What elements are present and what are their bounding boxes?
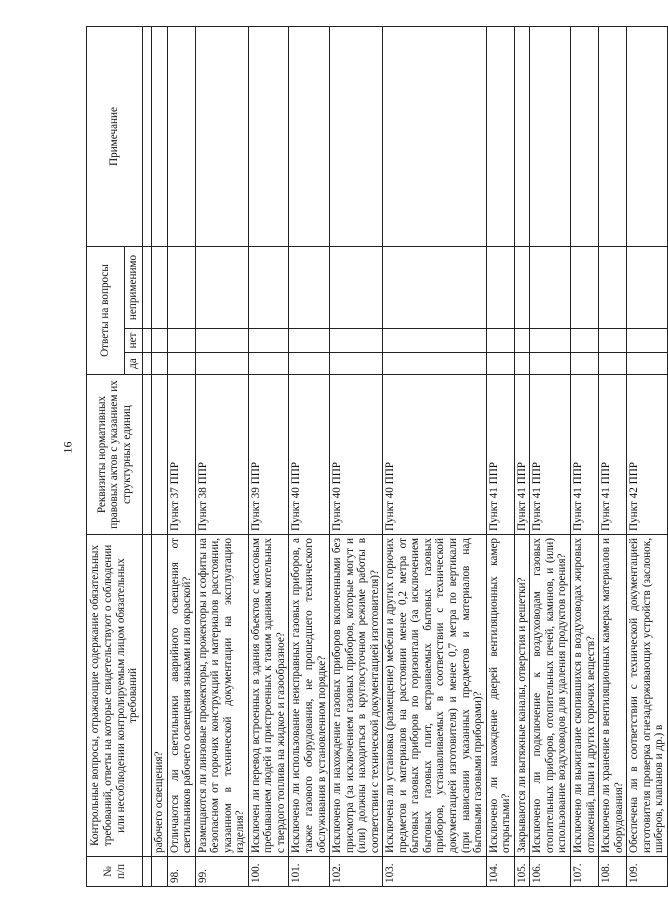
row-requisite: Пункт 39 ППР — [248, 375, 289, 535]
row-answer-yes — [167, 353, 195, 375]
table-row — [289, 27, 330, 887]
row-number: 106. — [530, 857, 571, 887]
header-yes: да — [125, 353, 143, 375]
row-question: Обеспечена ли в соответствии с технической документацией изготовителя проверка огнезадерживающих устройств (заслонок, шиберов, клапанов и др.) в — [627, 535, 668, 857]
row-answer-yes — [627, 353, 668, 375]
row-answer-no — [599, 329, 627, 353]
row-answer-yes — [599, 353, 627, 375]
table-row — [599, 27, 627, 887]
header-requisites: Реквизиты нормативных правовых актов с указанием их структурных единиц — [87, 375, 143, 535]
table-row — [195, 27, 248, 887]
row-requisite: Пункт 38 ППР — [195, 375, 248, 535]
row-answer-no — [383, 329, 486, 353]
checklist-table — [86, 26, 668, 887]
row-question: Исключена ли установка (размещение) мебели и других горючих предметов и материалов на расстоянии менее 0,2 метра от бытовых газовых приборов по горизонтали (за исключением бытовых газовых плит, встраиваемых бытовых газовых приборов, устанавливаемых в соответствии с технической документацией изготовителя) и менее 0,7 метра по вертикали (при нависании указанных предметов и материалов над бытовыми газовыми приборами)? — [383, 535, 486, 857]
row-question: Исключено ли нахождение дверей вентиляционных камер открытыми? — [486, 535, 514, 857]
row-answer-na — [167, 247, 195, 329]
header-num: № п/п — [87, 857, 143, 887]
table-row — [530, 27, 571, 887]
row-number: 100. — [248, 857, 289, 887]
row-requisite: Пункт 41 ППР — [530, 375, 571, 535]
row-answer-no — [530, 329, 571, 353]
row-answer-na — [514, 247, 530, 329]
row-requisite: Пункт 37 ППР — [167, 375, 195, 535]
page-number: 16 — [60, 441, 75, 454]
row-question: Отличаются ли светильники аварийного освещения от светильников рабочего освещения знаками или окраской? — [167, 535, 195, 857]
rotated-table-wrapper — [86, 27, 666, 887]
row-answer-yes — [248, 353, 289, 375]
row-note — [627, 27, 668, 247]
row-question: Закрываются ли вытяжные каналы, отверстия и решетки? — [514, 535, 530, 857]
row-note — [330, 27, 383, 247]
row-note — [514, 27, 530, 247]
row-answer-na — [530, 247, 571, 329]
row-requisite: Пункт 40 ППР — [383, 375, 486, 535]
row-answer-yes — [530, 353, 571, 375]
row-answer-na — [486, 247, 514, 329]
row-note — [248, 27, 289, 247]
row-requisite: Пункт 41 ППР — [514, 375, 530, 535]
row-requisite: Пункт 41 ППР — [486, 375, 514, 535]
header-answers: Ответы на вопросы — [87, 247, 125, 375]
row-question: Исключено ли использование неисправных газовых приборов, а также газового оборудования, не прошедшего технического обслуживания в установленном порядке? — [289, 535, 330, 857]
row-answer-yes — [570, 353, 598, 375]
row-note — [599, 27, 627, 247]
table-row — [486, 27, 514, 887]
row-answer-na — [289, 247, 330, 329]
row-answer-na — [627, 247, 668, 329]
row-answer-na — [195, 247, 248, 329]
header-na: неприменимо — [125, 247, 143, 329]
row-requisite: Пункт 40 ППР — [289, 375, 330, 535]
table-row — [167, 27, 195, 887]
row-question: Исключено ли хранение в вентиляционных камерах материалов и оборудования? — [599, 535, 627, 857]
row-number: 103. — [383, 857, 486, 887]
row-number: 109. — [627, 857, 668, 887]
header-note: Примечание — [87, 27, 143, 247]
row-requisite: Пункт 42 ППР — [627, 375, 668, 535]
row-answer-no — [167, 329, 195, 353]
continuation-text: рабочего освещения? — [152, 535, 168, 857]
row-answer-na — [383, 247, 486, 329]
row-requisite: Пункт 40 ППР — [330, 375, 383, 535]
header-question: Контрольные вопросы, отражающие содержание обязательных требований, ответы на которые свидетельствуют о соблюдении или несоблюдении контролируемым лицом обязательных требований — [87, 535, 143, 857]
row-number: 98. — [167, 857, 195, 887]
row-note — [195, 27, 248, 247]
row-note — [570, 27, 598, 247]
table-row — [627, 27, 668, 887]
row-answer-na — [248, 247, 289, 329]
row-note — [486, 27, 514, 247]
row-answer-yes — [514, 353, 530, 375]
row-answer-no — [514, 329, 530, 353]
row-answer-no — [486, 329, 514, 353]
column-number-row — [143, 27, 152, 887]
row-question: Размещаются ли линзовые прожекторы, прожекторы и софиты на безопасном от горючих конструкций и материалов расстоянии, указанном в технической документации на эксплуатацию изделия? — [195, 535, 248, 857]
row-answer-no — [570, 329, 598, 353]
table-row — [514, 27, 530, 887]
row-answer-yes — [383, 353, 486, 375]
row-answer-yes — [486, 353, 514, 375]
row-number: 105. — [514, 857, 530, 887]
row-requisite: Пункт 41 ППР — [599, 375, 627, 535]
table-row — [383, 27, 486, 887]
row-answer-yes — [289, 353, 330, 375]
row-answer-no — [248, 329, 289, 353]
table-row — [330, 27, 383, 887]
row-question: Исключен ли перевод встроенных в здания объектов с массовым пребыванием людей и пристроенных к таким зданиям котельных с твердого топлива на жидкое и газообразное? — [248, 535, 289, 857]
table-row — [570, 27, 598, 887]
row-answer-na — [330, 247, 383, 329]
header-no: нет — [125, 329, 143, 353]
row-note — [383, 27, 486, 247]
row-number: 108. — [599, 857, 627, 887]
continuation-row — [152, 27, 168, 887]
row-note — [167, 27, 195, 247]
row-number: 107. — [570, 857, 598, 887]
row-number: 104. — [486, 857, 514, 887]
row-note — [289, 27, 330, 247]
row-number: 99. — [195, 857, 248, 887]
row-answer-yes — [195, 353, 248, 375]
row-answer-no — [195, 329, 248, 353]
row-answer-na — [570, 247, 598, 329]
row-number: 101. — [289, 857, 330, 887]
row-answer-na — [599, 247, 627, 329]
row-answer-no — [289, 329, 330, 353]
table-row — [248, 27, 289, 887]
row-answer-no — [330, 329, 383, 353]
row-answer-no — [627, 329, 668, 353]
row-answer-yes — [330, 353, 383, 375]
row-question: Исключено ли выжигание скопившихся в воздуховодах жировых отложений, пыли и других горючих веществ? — [570, 535, 598, 857]
row-requisite: Пункт 41 ППР — [570, 375, 598, 535]
row-question: Исключено ли нахождение газовых приборов включенными без присмотра (за исключением газовых приборов, которые могут и (или) должны находиться в круглосуточном режиме работы в соответствии с технической документацией изготовителя)? — [330, 535, 383, 857]
row-note — [530, 27, 571, 247]
row-number: 102. — [330, 857, 383, 887]
row-question: Исключено ли подключение к воздуховодам газовых отопительных приборов, отопительных печей, каминов, и (или) использование воздуховодов для удаления продуктов горения? — [530, 535, 571, 857]
